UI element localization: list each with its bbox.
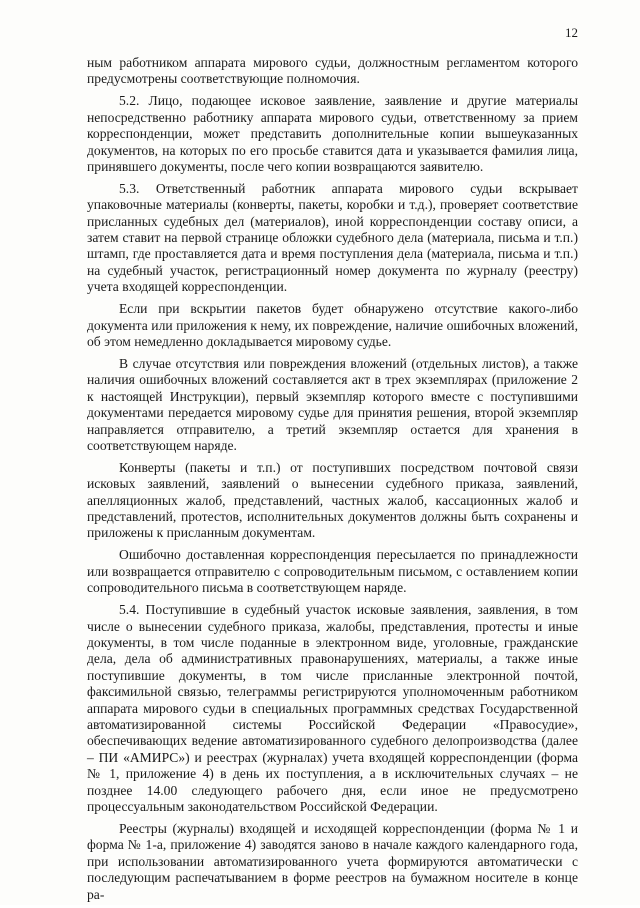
- paragraph-misdelivered: Ошибочно доставленная корреспонденция пересылается по принадлежности или возвращается отправителю с сопроводительным письмом, с оставлением копии сопроводительного письма в соответствующем наряде.: [87, 547, 578, 596]
- paragraph-5-4: 5.4. Поступившие в судебный участок исковые заявления, заявления, в том числе о вынесении судебного приказа, жалобы, представления, протесты и иные документы, в том числе поданные в электронном виде, уголовные, гражданские дела, дела об административных правонарушениях, материалы, а также иные поступившие документы, в том числе присланные электронной почтой, факсимильной связью, телеграммы регистрируются уполномоченным работником аппарата мирового судьи в специальных программных средствах Государственной автоматизированной системы Российской Федерации «Правосудие», обеспечивающих ведение автоматизированного судебного делопроизводства (далее – ПИ «АМИРС») и реестрах (журналах) учета входящей корреспонденции (форма № 1, приложение 4) в день их поступления, а в исключительных случаях – не позднее 14.00 следующего рабочего дня, если иное не предусмотрено процессуальным законодательством Российской Федерации.: [87, 602, 578, 814]
- page-number: 12: [565, 25, 578, 40]
- paragraph-damage-act: В случае отсутствия или повреждения вложений (отдельных листов), а также наличия ошибочных вложений составляется акт в трех экземплярах (приложение 2 к настоящей Инструкции), первый экземпляр которого вместе с поступившими документами передается мировому судье для принятия решения, второй экземпляр направляется отправителю, а третий экземпляр остается для хранения в соответствующем наряде.: [87, 355, 578, 453]
- document-body: [87, 55, 578, 908]
- paragraph-missing-documents: Если при вскрытии пакетов будет обнаружено отсутствие какого-либо документа или приложения к нему, их повреждение, наличие ошибочных вложений, об этом немедленно докладывается мировому судье.: [87, 301, 578, 349]
- paragraph-envelopes: Конверты (пакеты и т.п.) от поступивших посредством почтовой связи исковых заявлений, заявлений о вынесении судебного приказа, заявлений, апелляционных жалоб, представлений, частных жалоб, кассационных жалоб и представлений, протестов, исполнительных документов должны быть сохранены и приложены к присланным документам.: [87, 459, 578, 541]
- paragraph-continuation: ным работником аппарата мирового судьи, должностным регламентом которого предусмотрены соответствующие полномочия.: [87, 55, 578, 87]
- paragraph-5-2: 5.2. Лицо, подающее исковое заявление, заявление и другие материалы непосредственно работнику аппарата мирового судьи, ответственному за прием корреспонденции, может представить дополнительные копии вышеуказанных документов, на которых по его просьбе ставится дата и указывается фамилия лица, принявшего документы, после чего копии возвращаются заявителю.: [87, 93, 578, 174]
- paragraph-registers: Реестры (журналы) входящей и исходящей корреспонденции (форма № 1 и форма № 1-а, приложение 4) заводятся заново в начале каждого календарного года, при использовании автоматизированного учета формируются автоматически с последующим распечатыванием в форме реестров на бумажном носителе в конце ра-: [87, 820, 578, 902]
- paragraph-5-3: 5.3. Ответственный работник аппарата мирового судьи вскрывает упаковочные материалы (конверты, пакеты, коробки и т.д.), проверяет соответствие присланных судебных дел (материалов), иной корреспонденции составу описи, а затем ставит на первой странице обложки судебного дела (материала, письма и т.п.) штамп, где проставляется дата и время поступления дела (материала, письма и т.п.) на судебный участок, регистрационный номер документа по журналу (реестру) учета входящей корреспонденции.: [87, 180, 578, 295]
